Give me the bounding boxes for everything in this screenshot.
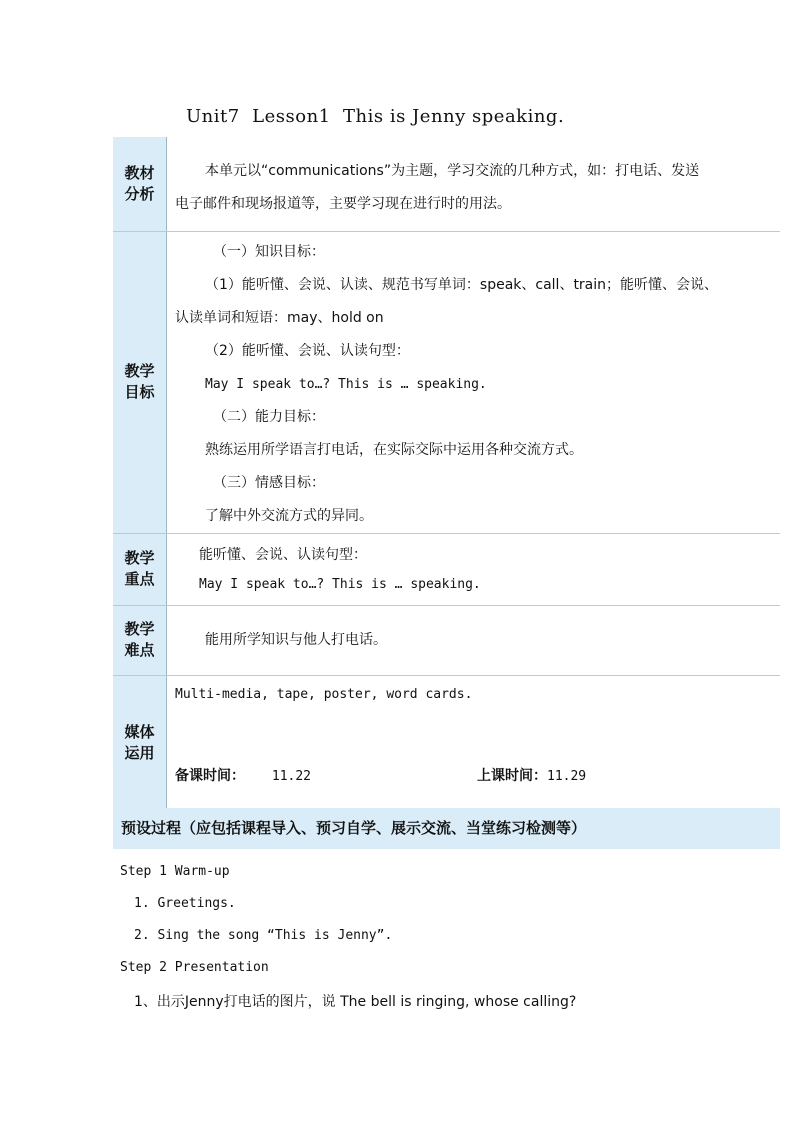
step2-item1: 1、出示Jenny打电话的图片，说 The bell is ringing, whose calling? (134, 994, 577, 1010)
lesson-plan-table (113, 137, 780, 811)
objectives-content (167, 231, 781, 533)
knowledge-heading: （一）知识目标： (213, 243, 325, 260)
ability-text: 熟练运用所学语言打电话，在实际交际中运用各种交流方式。 (205, 441, 583, 458)
media-row (113, 675, 780, 811)
difficulties-text: 能用所学知识与他人打电话。 (205, 631, 387, 648)
objectives-label: 教学 目标 (113, 231, 167, 533)
prep-time-value: 11.22 (271, 768, 312, 784)
step1-title: Step 1 Warm-up (120, 864, 230, 879)
class-time (477, 760, 586, 793)
step1-item2: 2. Sing the song “This is Jenny”. (134, 928, 393, 943)
key-points-text-line2: May I speak to…? This is … speaking. (199, 576, 481, 592)
class-time-value: 11.29 (547, 768, 587, 784)
media-text: Multi-media, tape, poster, word cards. (175, 686, 473, 702)
analysis-text-line2: 电子邮件和现场报道等，主要学习现在进行时的用法。 (175, 196, 511, 212)
key-points-text-line1: 能听懂、会说、认读句型： (199, 546, 367, 563)
prep-time (175, 760, 311, 793)
step1-item1: 1. Greetings. (134, 896, 236, 911)
media-label: 媒体 运用 (113, 675, 167, 811)
page-title: Unit7 Lesson1 This is Jenny speaking. (186, 106, 565, 127)
prep-time-label: 备课时间： (175, 767, 245, 784)
difficulties-label: 教学 难点 (113, 605, 167, 675)
step2-title: Step 2 Presentation (120, 960, 269, 975)
class-time-label: 上课时间： (477, 767, 547, 784)
objective-item2: （2）能听懂、会说、认读句型： (205, 342, 410, 359)
analysis-content (167, 137, 781, 231)
key-points-content (167, 533, 781, 605)
objective-item1-line1: （1）能听懂、会说、认读、规范书写单词：speak、call、train；能听懂、会说、 (205, 276, 719, 293)
objective-item2-sentence: May I speak to…? This is … speaking. (205, 376, 487, 392)
analysis-text-line1: 本单元以“communications”为主题，学习交流的几种方式，如：打电话、发送 (205, 163, 700, 179)
emotion-heading: （三）情感目标： (213, 474, 325, 491)
key-points-row (113, 533, 780, 605)
analysis-label: 教材 分析 (113, 137, 167, 231)
ability-heading: （二）能力目标： (213, 408, 325, 425)
emotion-text: 了解中外交流方式的异同。 (205, 507, 373, 524)
process-heading: 预设过程（应包括课程导入、预习自学、展示交流、当堂练习检测等） (113, 808, 780, 849)
analysis-row (113, 137, 780, 231)
media-content (167, 675, 781, 811)
objectives-row (113, 231, 780, 533)
difficulties-content (167, 605, 781, 675)
key-points-label: 教学 重点 (113, 533, 167, 605)
objective-item1-line2: 认读单词和短语：may、hold on (175, 309, 384, 326)
difficulties-row (113, 605, 780, 675)
